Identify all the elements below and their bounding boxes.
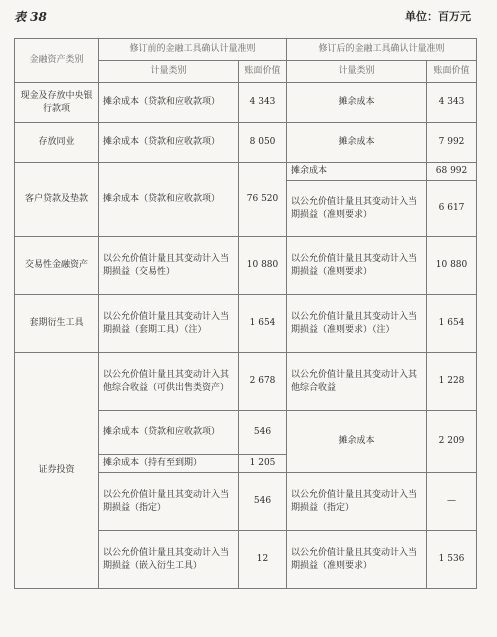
before-type-cell: 以公允价值计量且其变动计入当期损益（交易性）: [99, 237, 239, 295]
subheader-type-before: 计量类别: [99, 61, 239, 83]
after-value-cell: 6 617: [427, 181, 477, 237]
after-type-cell: 以公允价值计量且其变动计入当期损益（准则要求）: [287, 237, 427, 295]
after-value-cell: 4 343: [427, 83, 477, 123]
category-cell: 套期衍生工具: [15, 295, 99, 353]
header-after: 修订后的金融工具确认计量准则: [287, 39, 477, 61]
subheader-value-after: 账面价值: [427, 61, 477, 83]
after-value-cell: 2 209: [427, 411, 477, 473]
after-type-cell: 以公允价值计量且其变动计入当期损益（准则要求）: [287, 181, 427, 237]
before-value-cell: 546: [239, 473, 287, 531]
table-row: [15, 237, 477, 295]
before-type-cell: 摊余成本（贷款和应收款项）: [99, 83, 239, 123]
before-value-cell: 10 880: [239, 237, 287, 295]
before-type-cell: 以公允价值计量且其变动计入当期损益（嵌入衍生工具）: [99, 531, 239, 589]
after-type-cell: 以公允价值计量且其变动计入当期损益（准则要求）: [287, 531, 427, 589]
table-row: [15, 295, 477, 353]
table-row: [15, 83, 477, 123]
reclassification-table: [14, 38, 477, 589]
before-value-cell: 546: [239, 411, 287, 455]
after-value-cell: 10 880: [427, 237, 477, 295]
before-type-cell: 摊余成本（贷款和应收款项）: [99, 163, 239, 237]
before-value-cell: 1 205: [239, 455, 287, 473]
after-value-cell: —: [427, 473, 477, 531]
before-value-cell: 8 050: [239, 123, 287, 163]
after-type-cell: 摊余成本: [287, 83, 427, 123]
header-before: 修订前的金融工具确认计量准则: [99, 39, 287, 61]
after-type-cell: 以公允价值计量且其变动计入当期损益（准则要求）（注）: [287, 295, 427, 353]
after-value-cell: 7 992: [427, 123, 477, 163]
category-cell: 客户贷款及垫款: [15, 163, 99, 237]
header-category: 金融资产类别: [15, 39, 99, 83]
table-row: [15, 353, 477, 411]
category-cell: 交易性金融资产: [15, 237, 99, 295]
subheader-value-before: 账面价值: [239, 61, 287, 83]
before-type-cell: 以公允价值计量且其变动计入其他综合收益（可供出售类资产）: [99, 353, 239, 411]
table-title: 表 38: [14, 10, 47, 24]
category-cell: 证券投资: [15, 353, 99, 589]
before-value-cell: 4 343: [239, 83, 287, 123]
after-value-cell: 1 228: [427, 353, 477, 411]
after-value-cell: 1 654: [427, 295, 477, 353]
after-type-cell: 摊余成本: [287, 123, 427, 163]
before-type-cell: 以公允价值计量且其变动计入当期损益（指定）: [99, 473, 239, 531]
table-row: [15, 123, 477, 163]
before-value-cell: 2 678: [239, 353, 287, 411]
after-type-cell: 摊余成本: [287, 411, 427, 473]
table-row: [15, 163, 477, 181]
table-header-row: [15, 39, 477, 61]
before-value-cell: 12: [239, 531, 287, 589]
after-value-cell: 1 536: [427, 531, 477, 589]
after-value-cell: 68 992: [427, 163, 477, 181]
before-type-cell: 摊余成本（贷款和应收款项）: [99, 123, 239, 163]
category-cell: 存放同业: [15, 123, 99, 163]
before-type-cell: 以公允价值计量且其变动计入当期损益（套期工具）（注）: [99, 295, 239, 353]
before-type-cell: 摊余成本（贷款和应收款项）: [99, 411, 239, 455]
category-cell: 现金及存放中央银行款项: [15, 83, 99, 123]
after-type-cell: 摊余成本: [287, 163, 427, 181]
after-type-cell: 以公允价值计量且其变动计入当期损益（指定）: [287, 473, 427, 531]
before-value-cell: 76 520: [239, 163, 287, 237]
before-type-cell: 摊余成本（持有至到期）: [99, 455, 239, 473]
unit-label: 单位：百万元: [405, 10, 471, 23]
subheader-type-after: 计量类别: [287, 61, 427, 83]
before-value-cell: 1 654: [239, 295, 287, 353]
after-type-cell: 以公允价值计量且其变动计入其他综合收益: [287, 353, 427, 411]
